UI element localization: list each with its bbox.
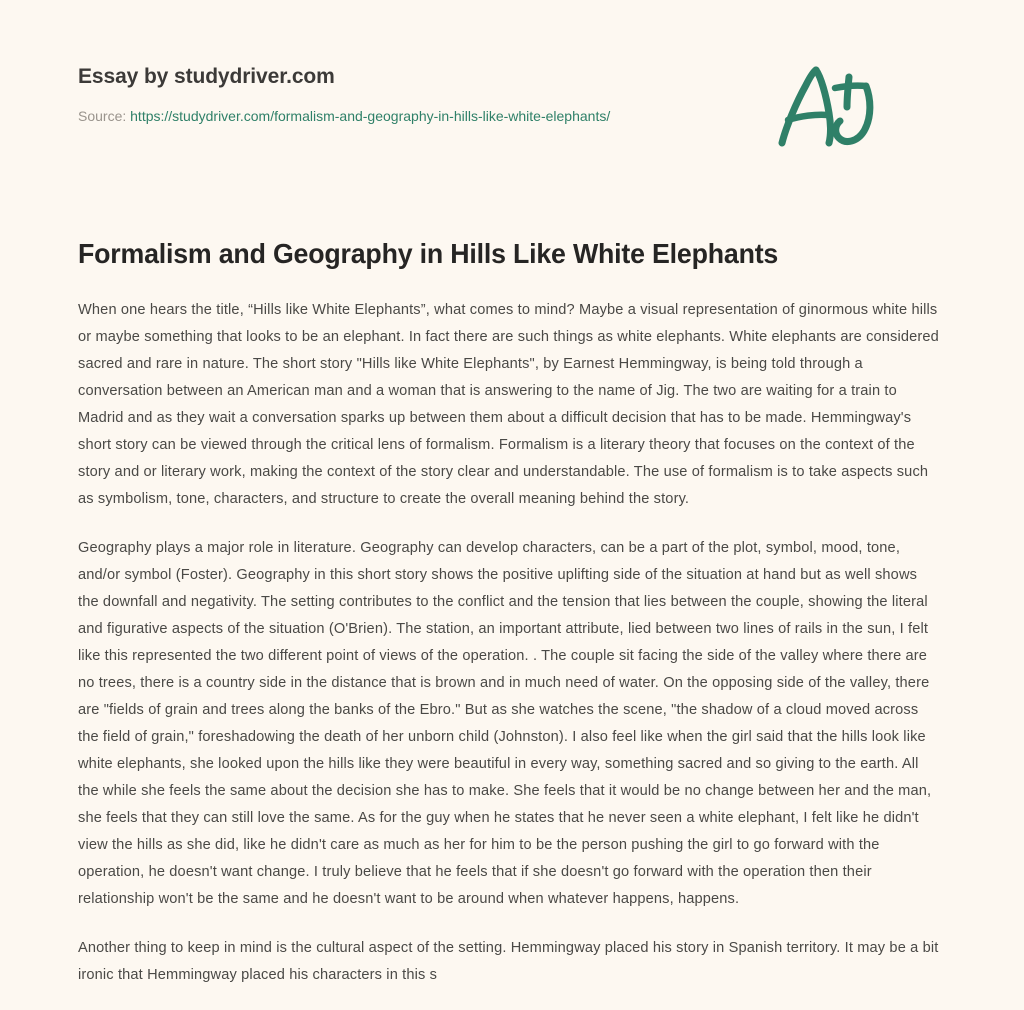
source-label: Source:	[78, 108, 127, 125]
essay-paragraph: Another thing to keep in mind is the cultural aspect of the setting. Hemmingway placed his story in Spanish territory. It may be a bit ironic that Hemmingway placed his characters in this s	[78, 940, 939, 983]
essay-body	[78, 297, 940, 989]
byline: Essay by studydriver.com	[78, 65, 335, 88]
source-url-link[interactable]: https://studydriver.com/formalism-and-geography-in-hills-like-white-elephants/	[130, 108, 611, 125]
essay-paragraph: When one hears the title, “Hills like White Elephants”, what comes to mind? Maybe a visual representation of ginormous white hills or maybe something that looks to be an elephant. In fact there are such things as white elephants. White elephants are considered sacred and rare in nature. The short story "Hills like White Elephants", by Earnest Hemmingway, is being told through a conversation between an American man and a woman that is answering to the name of Jig. The two are waiting for a train to Madrid and as they wait a conversation sparks up between them about a difficult decision that has to be made. Hemmingway's short story can be viewed through the critical lens of formalism. Formalism is a literary theory that focuses on the context of the story and or literary work, making the context of the story clear and understandable. The use of formalism is to take aspects such as symbolism, tone, characters, and structure to create the overall meaning behind the story.	[78, 302, 939, 507]
document-header	[78, 0, 946, 126]
essay-paragraph: Geography plays a major role in literature. Geography can develop characters, can be a part of the plot, symbol, mood, tone, and/or symbol (Foster). Geography in this short story shows the positive uplifting side of the situation at hand but as well shows the downfall and negativity. The setting contributes to the conflict and the tension that lies between the couple, showing the literal and figurative aspects of the situation (O'Brien). The station, an important attribute, lied between two lines of rails in the sun, I felt like this represented the two different point of views of the operation. . The couple sit facing the side of the valley where there are no trees, there is a country side in the distance that is brown and in much need of water. On the opposing side of the valley, there are "fields of grain and trees along the banks of the Ebro." But as she watches the scene, "the shadow of a cloud moved across the field of grain," foreshadowing the death of her unborn child (Johnston). I also feel like when the girl said that the hills look like white elephants, she looked upon the hills like they were beautiful in every way, something sacred and so giving to the earth. All the while she feels the same about the decision she has to make. She feels that it would be no change between her and the man, she feels that they can still love the same. As for the guy when he states that he never seen a white elephant, I felt like he didn't view the hills as she did, like he didn't care as much as her for him to be the person pushing the girl to go forward with the operation, he doesn't want change. I truly believe that he feels that if she doesn't go forward with the operation then their relationship won't be the same and he doesn't want to be around when whatever happens, happens.	[78, 540, 932, 907]
page-title: Formalism and Geography in Hills Like White Elephants	[78, 238, 779, 269]
